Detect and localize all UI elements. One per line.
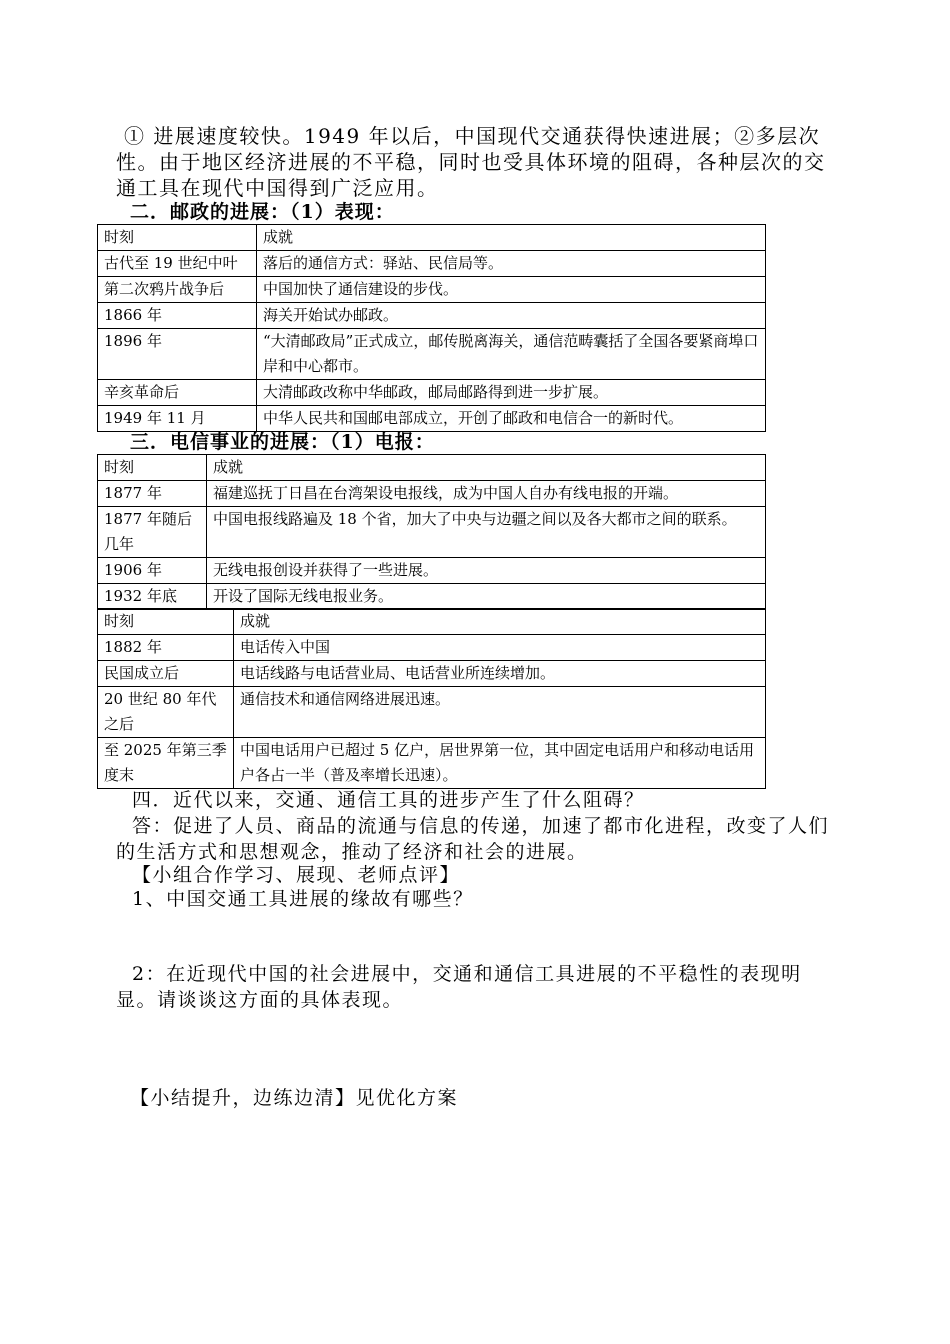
table-row: [98, 635, 766, 661]
time-cell: 1882 年: [98, 635, 234, 661]
time-cell: 至 2025 年第三季度末: [98, 738, 234, 789]
summary-text: 【小结提升，边练边清】见优化方案: [130, 1087, 459, 1109]
time-cell: 1932 年底: [98, 584, 207, 610]
time-cell: 古代至 19 世纪中叶: [98, 251, 257, 277]
section-heading-telegraph: 三．电信事业的进展：（1）电报：: [130, 431, 435, 453]
time-cell: 1906 年: [98, 558, 207, 584]
achievement-cell: 中国加快了通信建设的步伐。: [257, 277, 766, 303]
achievement-cell: 海关开始试办邮政。: [257, 303, 766, 329]
telephone-table: [97, 608, 766, 789]
header-cell-achievement: 成就: [257, 225, 766, 251]
table-row: [98, 406, 766, 432]
postal-table: [97, 224, 766, 432]
table-row: [98, 277, 766, 303]
telegraph-table: [97, 454, 766, 610]
time-cell: 1877 年: [98, 481, 207, 507]
time-cell: 20 世纪 80 年代之后: [98, 687, 234, 738]
group-question-1: 1、中国交通工具进展的缘故有哪些？: [132, 888, 474, 910]
table-header-row: [98, 609, 766, 635]
table-row: [98, 329, 766, 380]
time-cell: 1877 年随后几年: [98, 507, 207, 558]
header-cell-time: 时刻: [98, 609, 234, 635]
table-row: [98, 738, 766, 789]
time-cell: 辛亥革命后: [98, 380, 257, 406]
achievement-cell: 大清邮政改称中华邮政，邮局邮路得到进一步扩展。: [257, 380, 766, 406]
table-row: [98, 481, 766, 507]
table-row: [98, 661, 766, 687]
achievement-cell: 开设了国际无线电报业务。: [207, 584, 766, 610]
time-cell: 民国成立后: [98, 661, 234, 687]
time-cell: 1896 年: [98, 329, 257, 380]
time-cell: 第二次鸦片战争后: [98, 277, 257, 303]
header-cell-time: 时刻: [98, 225, 257, 251]
achievement-cell: 通信技术和通信网络进展迅速。: [234, 687, 766, 738]
table-row: [98, 507, 766, 558]
achievement-cell: “大清邮政局”正式成立，邮传脱离海关，通信范畴囊括了全国各要紧商埠口岸和中心都市。: [257, 329, 766, 380]
table-row: [98, 687, 766, 738]
table-header-row: [98, 225, 766, 251]
achievement-cell: 中国电报线路遍及 18 个省，加大了中央与边疆之间以及各大都市之间的联系。: [207, 507, 766, 558]
section-heading-postal: 二．邮政的进展：（1）表现：: [130, 201, 395, 223]
header-cell-achievement: 成就: [207, 455, 766, 481]
time-cell: 1866 年: [98, 303, 257, 329]
table-row: [98, 584, 766, 610]
achievement-cell: 电话线路与电话营业局、电话营业所连续增加。: [234, 661, 766, 687]
achievement-cell: 无线电报创设并获得了一些进展。: [207, 558, 766, 584]
table-header-row: [98, 455, 766, 481]
achievement-cell: 中国电话用户已超过 5 亿户，居世界第一位，其中固定电话用户和移动电话用户各占一半（普及率增长迅速）。: [234, 738, 766, 789]
table-row: [98, 380, 766, 406]
table-row: [98, 251, 766, 277]
achievement-cell: 电话传入中国: [234, 635, 766, 661]
intro-paragraph: ① 进展速度较快。1949 年以后，中国现代交通获得快速进展；②多层次性。由于地区经济进展的不平稳，同时也受具体环境的阻碍，各种层次的交通工具在现代中国得到广泛应用。: [116, 124, 826, 200]
time-cell: 1949 年 11 月: [98, 406, 257, 432]
section4-answer: 答：促进了人员、商品的流通与信息的传递，加速了都市化进程，改变了人们的生活方式和思想观念，推动了经济和社会的进展。: [116, 815, 830, 863]
section4-question: 四．近代以来，交通、通信工具的进步产生了什么阻碍？: [132, 789, 645, 811]
table-row: [98, 303, 766, 329]
table-row: [98, 558, 766, 584]
header-cell-achievement: 成就: [234, 609, 766, 635]
group-study-title: 【小组合作学习、展现、老师点评】: [132, 864, 461, 886]
header-cell-time: 时刻: [98, 455, 207, 481]
achievement-cell: 福建巡抚丁日昌在台湾架设电报线，成为中国人自办有线电报的开端。: [207, 481, 766, 507]
achievement-cell: 中华人民共和国邮电部成立，开创了邮政和电信合一的新时代。: [257, 406, 766, 432]
achievement-cell: 落后的通信方式：驿站、民信局等。: [257, 251, 766, 277]
group-question-2: 2：在近现代中国的社会进展中，交通和通信工具进展的不平稳性的表现明显。请谈谈这方面的具体表现。: [116, 963, 802, 1011]
